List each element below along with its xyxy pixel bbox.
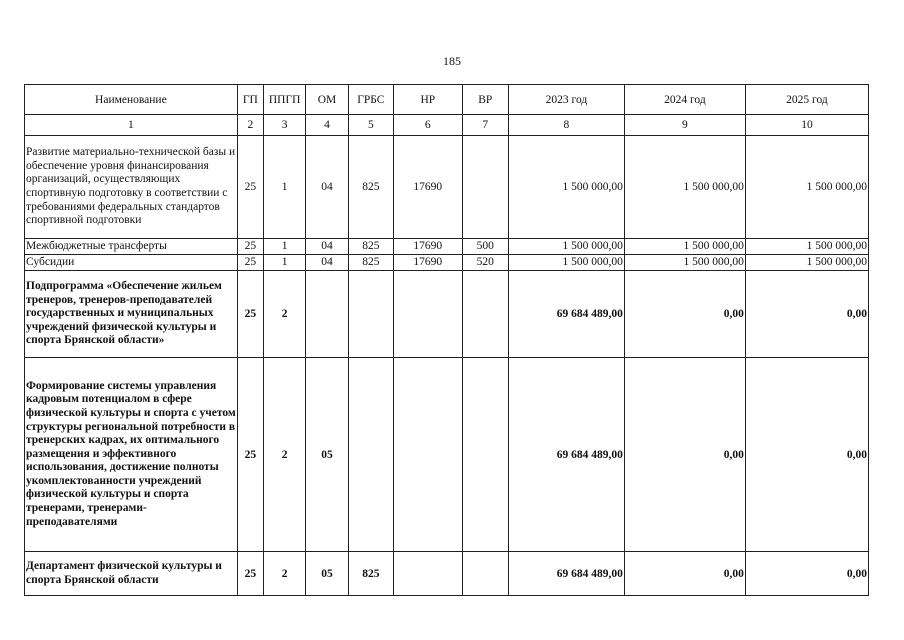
cell-ppgp: 1: [263, 136, 305, 239]
row-name: Субсидии: [25, 255, 238, 271]
cell-2024: 0,00: [624, 271, 745, 358]
col-header-grbs: ГРБС: [348, 85, 393, 115]
cell-2023: 69 684 489,00: [508, 358, 624, 552]
col-index: 10: [745, 115, 868, 136]
cell-nr: [394, 552, 463, 596]
cell-gp: 25: [237, 255, 263, 271]
cell-ppgp: 2: [263, 358, 305, 552]
page-number: 185: [443, 54, 461, 68]
cell-om: 04: [306, 255, 348, 271]
cell-om: 04: [306, 239, 348, 255]
cell-2024: 0,00: [624, 552, 745, 596]
cell-ppgp: 1: [263, 255, 305, 271]
cell-ppgp: 2: [263, 271, 305, 358]
col-index: 7: [462, 115, 508, 136]
col-header-2023: 2023 год: [508, 85, 624, 115]
cell-nr: 17690: [394, 239, 463, 255]
row-name: Подпрограмма «Обеспечение жильем тренеров, тренеров-преподавателей государственных и муниципальных учреждений физической культуры и спорта Брянской области»: [25, 271, 238, 358]
cell-om: 04: [306, 136, 348, 239]
row-name: Развитие материально-технической базы и обеспечение уровня финансирования организаций, осуществляющих спортивную подготовку в соответствии с требованиями федеральных стандартов спортивной подготовки: [25, 136, 238, 239]
col-header-nr: НР: [394, 85, 463, 115]
cell-2025: 1 500 000,00: [745, 239, 868, 255]
cell-om: 05: [306, 358, 348, 552]
table-row: [25, 136, 869, 239]
col-header-gp: ГП: [237, 85, 263, 115]
cell-gp: 25: [237, 552, 263, 596]
table-row: [25, 255, 869, 271]
cell-2025: 1 500 000,00: [745, 255, 868, 271]
cell-gp: 25: [237, 136, 263, 239]
cell-om: 05: [306, 552, 348, 596]
cell-nr: 17690: [394, 255, 463, 271]
col-header-om: ОМ: [306, 85, 348, 115]
cell-2023: 1 500 000,00: [508, 136, 624, 239]
cell-2024: 0,00: [624, 358, 745, 552]
col-index: 5: [348, 115, 393, 136]
cell-2023: 1 500 000,00: [508, 239, 624, 255]
cell-ppgp: 2: [263, 552, 305, 596]
cell-2025: 1 500 000,00: [745, 136, 868, 239]
cell-grbs: 825: [348, 255, 393, 271]
cell-vr: [462, 358, 508, 552]
cell-grbs: 825: [348, 552, 393, 596]
cell-2024: 1 500 000,00: [624, 136, 745, 239]
col-index: 4: [306, 115, 348, 136]
cell-2024: 1 500 000,00: [624, 255, 745, 271]
cell-vr: 520: [462, 255, 508, 271]
table-row: [25, 239, 869, 255]
cell-gp: 25: [237, 271, 263, 358]
cell-vr: [462, 136, 508, 239]
cell-2023: 69 684 489,00: [508, 271, 624, 358]
col-header-ppgp: ППГП: [263, 85, 305, 115]
cell-gp: 25: [237, 358, 263, 552]
cell-grbs: [348, 358, 393, 552]
cell-nr: 17690: [394, 136, 463, 239]
cell-nr: [394, 271, 463, 358]
row-name: Департамент физической культуры и спорта Брянской области: [25, 552, 238, 596]
col-index: 6: [394, 115, 463, 136]
cell-grbs: 825: [348, 239, 393, 255]
cell-ppgp: 1: [263, 239, 305, 255]
cell-2025: 0,00: [745, 358, 868, 552]
col-index: 3: [263, 115, 305, 136]
col-index: 2: [237, 115, 263, 136]
column-index-row: [25, 115, 869, 136]
cell-vr: [462, 552, 508, 596]
cell-grbs: 825: [348, 136, 393, 239]
col-header-name: Наименование: [25, 85, 238, 115]
col-header-2024: 2024 год: [624, 85, 745, 115]
cell-gp: 25: [237, 239, 263, 255]
cell-vr: 500: [462, 239, 508, 255]
cell-grbs: [348, 271, 393, 358]
row-name: Формирование системы управления кадровым потенциалом в сфере физической культуры и спорта с учетом структуры региональной потребности в тренерских кадрах, их оптимального размещения и эффективного использования, достижение полноты укомплектованности учреждений физической культуры и спорта тренерами, тренерами-преподавателями: [25, 358, 238, 552]
cell-vr: [462, 271, 508, 358]
table-row: [25, 271, 869, 358]
row-name: Межбюджетные трансферты: [25, 239, 238, 255]
cell-om: [306, 271, 348, 358]
col-index: 8: [508, 115, 624, 136]
col-header-vr: ВР: [462, 85, 508, 115]
cell-2025: 0,00: [745, 552, 868, 596]
cell-2025: 0,00: [745, 271, 868, 358]
cell-2023: 69 684 489,00: [508, 552, 624, 596]
col-index: 1: [25, 115, 238, 136]
table-row: [25, 358, 869, 552]
cell-nr: [394, 358, 463, 552]
col-header-2025: 2025 год: [745, 85, 868, 115]
cell-2023: 1 500 000,00: [508, 255, 624, 271]
table-row: [25, 552, 869, 596]
header-row: [25, 85, 869, 115]
cell-2024: 1 500 000,00: [624, 239, 745, 255]
col-index: 9: [624, 115, 745, 136]
budget-table: [24, 84, 869, 596]
